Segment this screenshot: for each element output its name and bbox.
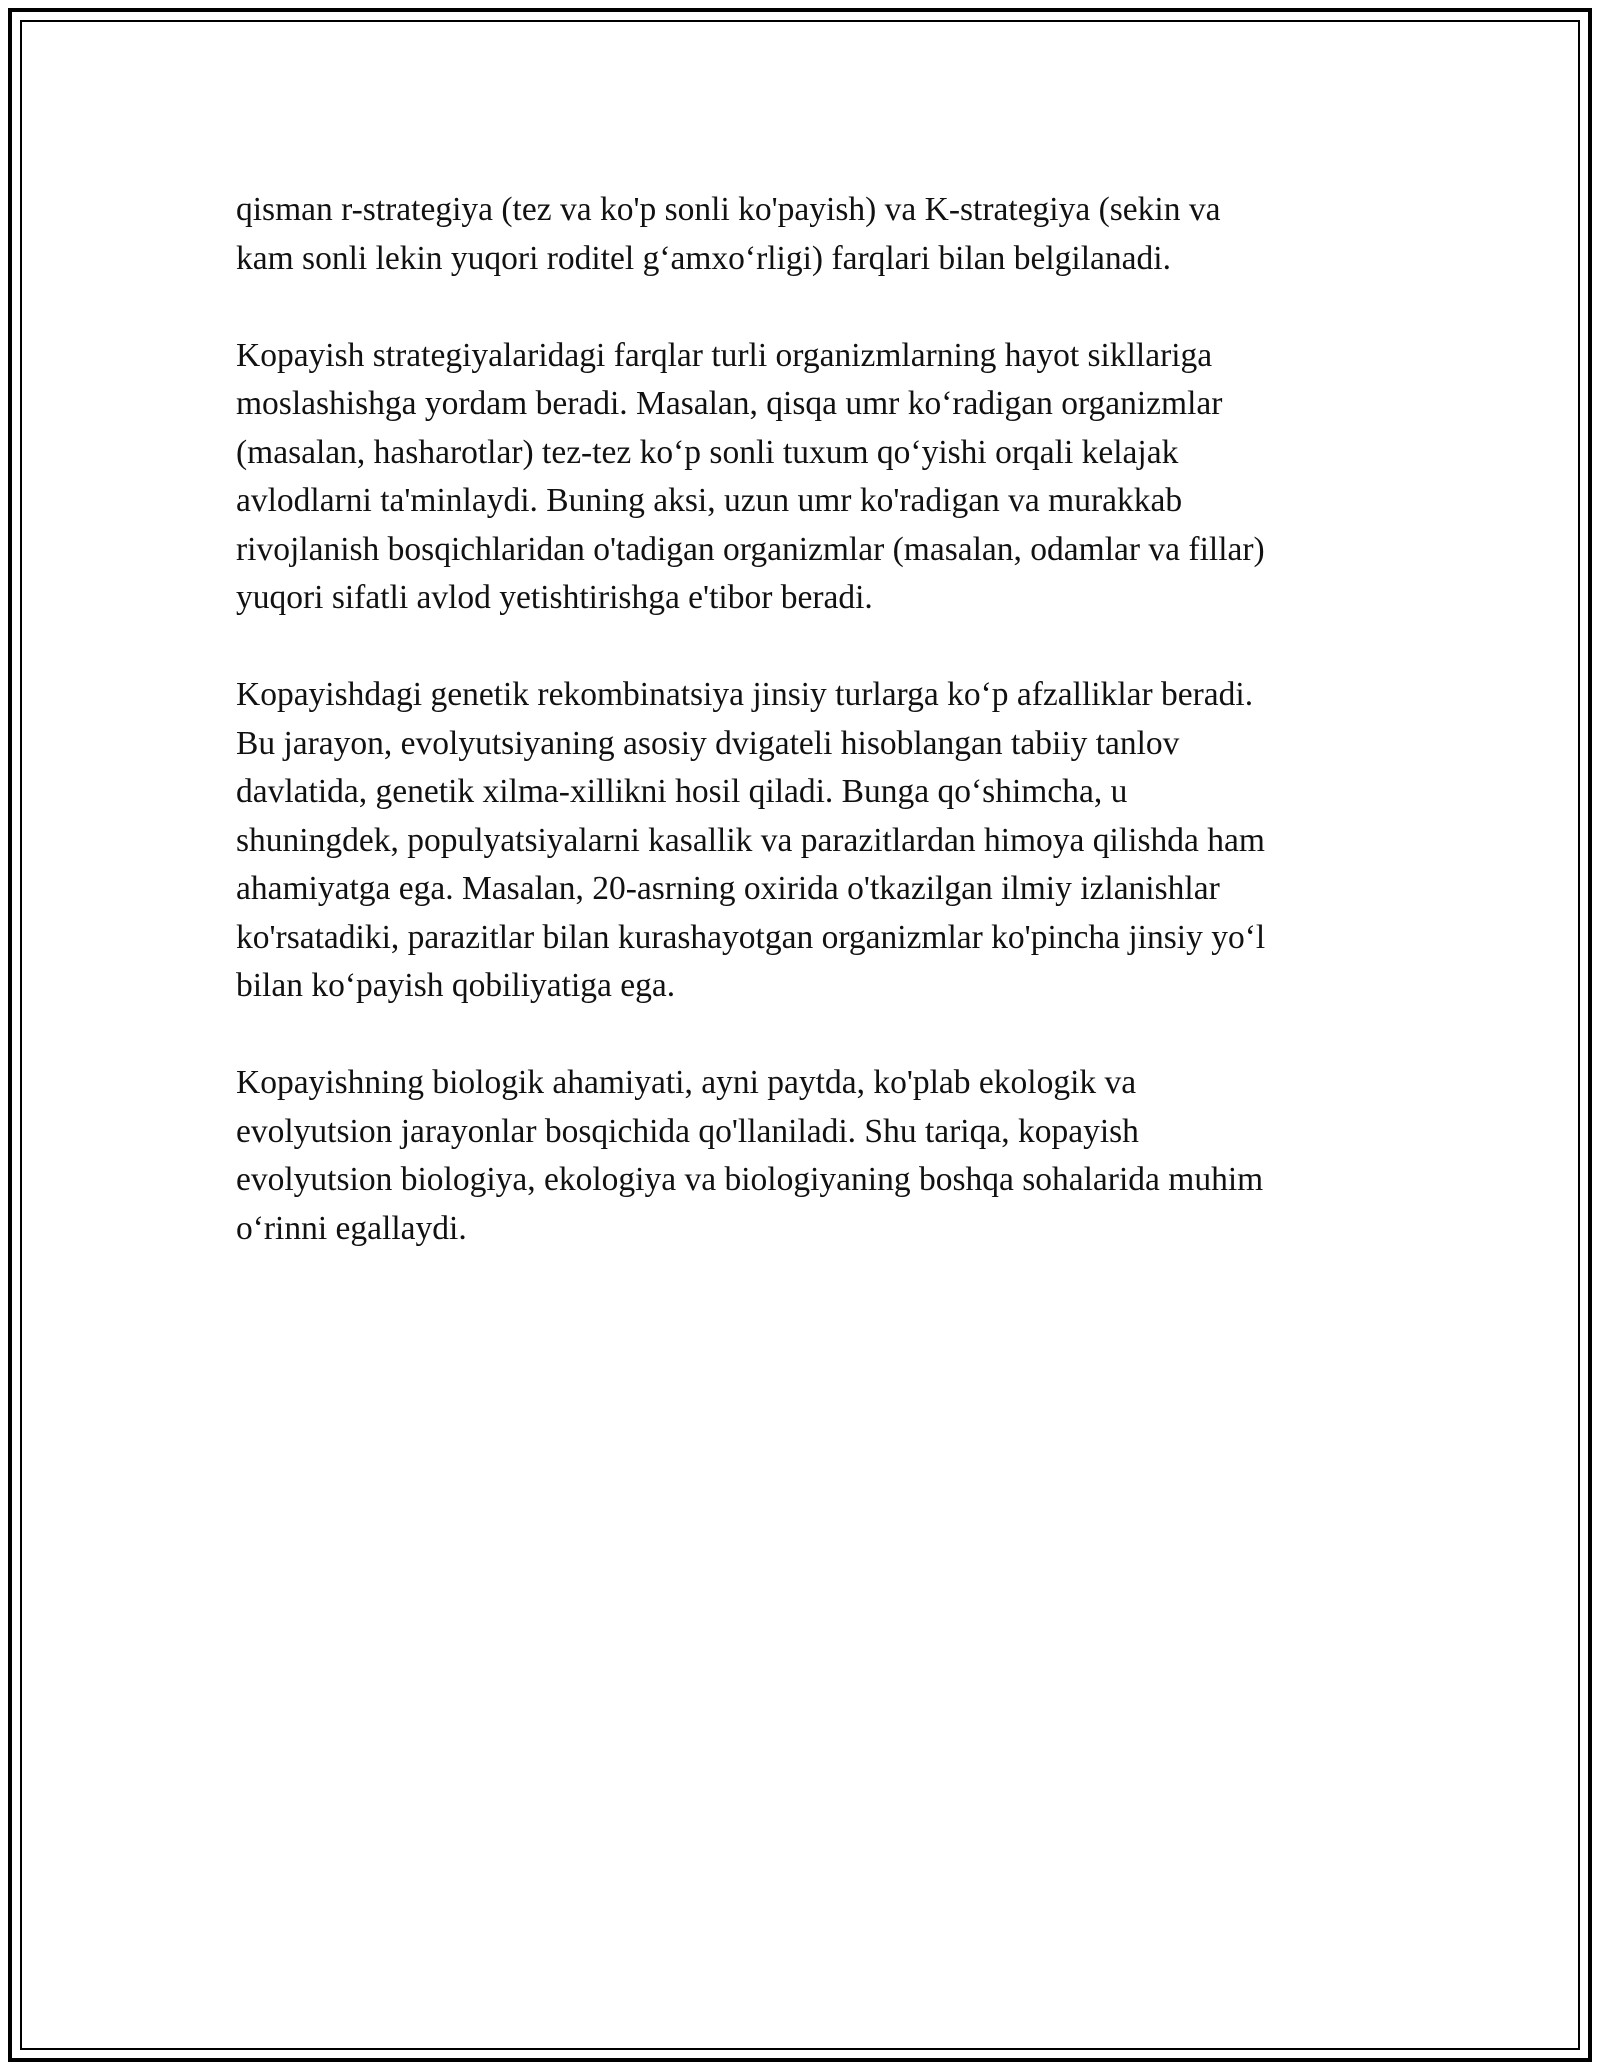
document-body [236,186,1366,1302]
text-line: davlatida, genetik xilma-xillikni hosil qiladi. Bunga qo‘shimcha, u [236,773,1128,810]
text-line: ahamiyatga ega. Masalan, 20-asrning oxirida o'tkazilgan ilmiy izlanishlar [236,870,1220,907]
text-line: Bu jarayon, evolyutsiyaning asosiy dvigateli hisoblangan tabiiy tanlov [236,724,1180,762]
text-line: ko'rsatadiki, parazitlar bilan kurashayotgan organizmlar ko'pincha jinsiy yo‘l [236,918,1266,956]
text-line: rivojlanish bosqichlaridan o'tadigan organizmlar (masalan, odamlar va fillar) [236,530,1265,568]
text-line: yuqori sifatli avlod yetishtirishga e'tibor beradi. [236,579,873,616]
paragraph [236,671,1366,1011]
text-line: qisman r-strategiya (tez va ko'p sonli ko'payish) va K-strategiya (sekin va [236,191,1221,228]
text-line: (masalan, hasharotlar) tez-tez ko‘p sonli tuxum qo‘yishi orqali kelajak [236,433,1179,471]
text-line: Kopayishning biologik ahamiyati, ayni paytda, ko'plab ekologik va [236,1064,1137,1101]
text-line: bilan ko‘payish qobiliyatiga ega. [236,967,676,1004]
paragraph [236,332,1366,623]
text-line: o‘rinni egallaydi. [236,1209,467,1247]
text-line: avlodlarni ta'minlaydi. Buning aksi, uzun umr ko'radigan va murakkab [236,482,1183,519]
text-line: Kopayishdagi genetik rekombinatsiya jinsiy turlarga ko‘p afzalliklar beradi. [236,676,1254,713]
text-line: evolyutsion jarayonlar bosqichida qo'llaniladi. Shu tariqa, kopayish [236,1112,1139,1150]
text-line: kam sonli lekin yuqori roditel g‘amxo‘rligi) farqlari bilan belgilanadi. [236,239,1171,277]
text-line: evolyutsion biologiya, ekologiya va biologiyaning boshqa sohalarida muhim [236,1161,1264,1198]
paragraph [236,1059,1366,1253]
text-line: Kopayish strategiyalaridagi farqlar turli organizmlarning hayot sikllariga [236,336,1213,374]
paragraph [236,186,1366,283]
text-line: moslashishga yordam beradi. Masalan, qisqa umr ko‘radigan organizmlar [236,385,1223,422]
text-line: shuningdek, populyatsiyalarni kasallik va parazitlardan himoya qilishda ham [236,821,1265,859]
